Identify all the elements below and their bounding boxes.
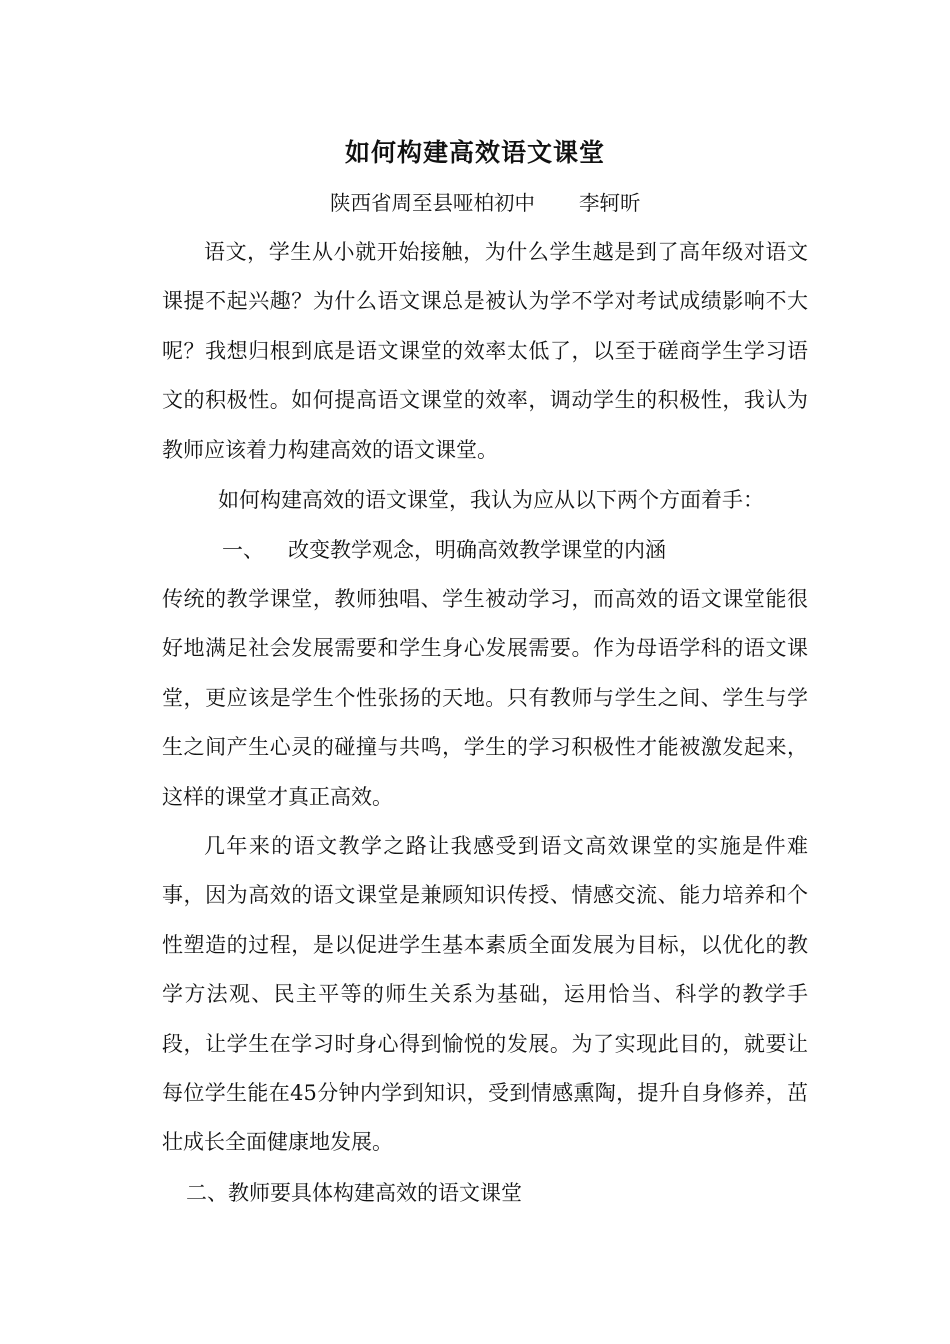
section-heading-1-text: 改变教学观念，明确高效教学课堂的内涵 — [288, 538, 666, 562]
section-heading-1 — [222, 526, 822, 575]
paragraph-experience: 几年来的语文教学之路让我感受到语文高效课堂的实施是件难事，因为高效的语文课堂是兼顾知识传授、情感交流、能力培养和个性塑造的过程，是以促进学生基本素质全面发展为目标，以优化的教学方法观、民主平等的师生关系为基础，运用恰当、科学的教学手段，让学生在学习时身心得到愉悦的发展。为了实现此目的，就要让每位学生能在45分钟内学到知识，受到情感熏陶，提升自身修养，茁壮成长全面健康地发展。 — [162, 834, 808, 1155]
paragraph-traditional-class: 传统的教学课堂，教师独唱、学生被动学习，而高效的语文课堂能很好地满足社会发展需要和学生身心发展需要。作为母语学科的语文课堂，更应该是学生个性张扬的天地。只有教师与学生之间、学生与学生之间产生心灵的碰撞与共鸣，学生的学习积极性才能被激发起来，这样的课堂才真正高效。 — [162, 587, 808, 809]
author-line — [330, 186, 641, 216]
paragraph-intro: 语文，学生从小就开始接触，为什么学生越是到了高年级对语文课提不起兴趣？为什么语文课总是被认为学不学对考试成绩影响不大呢？我想归根到底是语文课堂的效率太低了，以至于磋商学生学习语文的积极性。如何提高语文课堂的效率，调动学生的积极性，我认为教师应该着力构建高效的语文课堂。 — [162, 240, 808, 462]
document-title: 如何构建高效语文课堂 — [344, 138, 605, 167]
author-name: 李轲昕 — [579, 191, 641, 215]
author-school: 陕西省周至县哑柏初中 — [330, 191, 535, 215]
paragraph-approach: 如何构建高效的语文课堂，我认为应从以下两个方面着手： — [218, 488, 764, 512]
section-heading-1-number: 一、 — [222, 538, 264, 562]
section-heading-2: 二、教师要具体构建高效的语文课堂 — [186, 1181, 522, 1205]
